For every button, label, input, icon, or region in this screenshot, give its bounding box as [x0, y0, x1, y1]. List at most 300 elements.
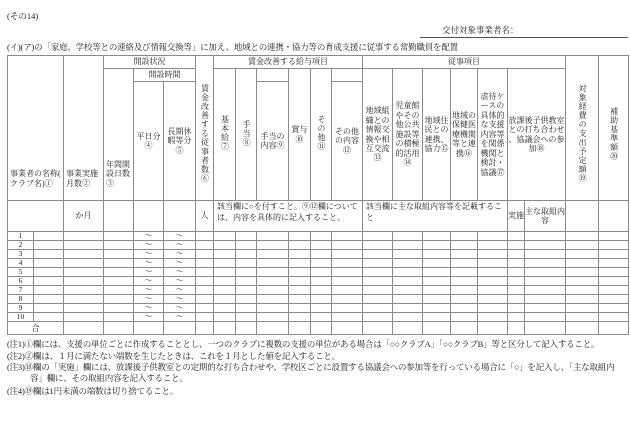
empty-cell — [423, 241, 451, 250]
empty-cell — [311, 259, 332, 268]
empty-cell — [64, 241, 104, 250]
empty-cell — [525, 268, 566, 277]
table-row — [8, 277, 629, 286]
empty-cell — [478, 286, 508, 295]
empty-cell — [566, 268, 599, 277]
col-header-other — [311, 69, 332, 201]
empty-cell — [363, 322, 393, 335]
empty-cell — [257, 241, 289, 250]
empty-cell — [104, 295, 134, 304]
footnote-2-label: (注2) — [7, 350, 25, 361]
empty-cell — [196, 304, 214, 313]
col-header-planned-expenditure — [566, 56, 599, 201]
empty-cell — [423, 250, 451, 259]
empty-cell — [393, 286, 423, 295]
footnote-1 — [7, 339, 625, 350]
empty-cell — [525, 277, 566, 286]
empty-cell — [566, 241, 599, 250]
empty-cell — [478, 232, 508, 241]
empty-cell — [34, 313, 64, 322]
empty-cell — [363, 268, 393, 277]
row-number: 2 — [8, 241, 34, 250]
empty-cell — [196, 268, 214, 277]
empty-cell — [311, 268, 332, 277]
empty-cell — [363, 286, 393, 295]
empty-cell — [478, 322, 508, 335]
form-description: (イ)(ア)の「家庭、学校等との連絡及び情報交換等」に加え、地域との連携・協力等の育成支援に従事する常勤職員を配置 — [7, 42, 458, 52]
empty-cell — [566, 277, 599, 286]
empty-cell — [104, 232, 134, 241]
empty-cell — [196, 322, 214, 335]
empty-cell — [332, 250, 363, 259]
empty-cell — [599, 259, 629, 268]
empty-cell — [257, 295, 289, 304]
empty-cell — [104, 322, 134, 335]
empty-cell — [363, 241, 393, 250]
empty-cell — [451, 259, 478, 268]
group-header-engagement-items: 従事項目 — [363, 56, 566, 69]
empty-cell — [393, 295, 423, 304]
subsidy-standard-vertical-text: 補助基準額⑳ — [609, 106, 619, 161]
form-number: (その14) — [7, 11, 39, 21]
empty-cell — [363, 277, 393, 286]
empty-cell — [393, 259, 423, 268]
empty-cell — [599, 241, 629, 250]
unit-persons: 人 — [196, 201, 214, 232]
footnote-4-label: (注4) — [7, 386, 25, 397]
row-number: 8 — [8, 295, 34, 304]
empty-cell — [289, 313, 311, 322]
staff-allocation-table — [7, 55, 629, 335]
empty-cell — [104, 259, 134, 268]
footnote-4 — [7, 386, 625, 397]
col-header-other-detail: その他の内容⑫ — [332, 82, 363, 201]
empty-cell — [236, 313, 257, 322]
empty-cell — [214, 232, 236, 241]
time-range-holiday: ～ — [164, 295, 196, 304]
col-header-implementation-months: 事業実施月数② — [64, 56, 104, 201]
sub-header-main-content: 主な取組内容 — [525, 201, 566, 232]
row-number: 10 — [8, 313, 34, 322]
empty-cell — [423, 304, 451, 313]
empty-cell — [451, 268, 478, 277]
col-header-weekdays: 平日分④ — [134, 82, 164, 201]
empty-cell — [599, 268, 629, 277]
empty-cell — [34, 286, 64, 295]
empty-cell — [214, 277, 236, 286]
empty-cell — [525, 322, 566, 335]
row-number: 5 — [8, 268, 34, 277]
footnote-2-text: ②欄は、１月に満たない端数を生じたときは、これを１月とした値を記入すること。 — [24, 350, 341, 361]
empty-cell — [566, 286, 599, 295]
time-range-weekday: ～ — [134, 277, 164, 286]
empty-cell — [214, 286, 236, 295]
empty-cell — [257, 313, 289, 322]
empty-cell — [104, 201, 134, 232]
empty-cell — [311, 241, 332, 250]
empty-cell — [508, 232, 525, 241]
sub-header-implement: 実施 — [508, 201, 525, 232]
col-header-afterschool-classroom: 放課後子供教室との打ち合わせ、協議会への参加⑱ — [508, 69, 566, 201]
empty-cell — [236, 322, 257, 335]
empty-cell — [257, 259, 289, 268]
empty-cell — [332, 277, 363, 286]
footnote-3-text: ⑱欄の「実施」欄には、放課後子供教室との定期的な打ち合わせや、学校区ごとに設置する協議会への参加等を行っている場合に「○」を記入し、「主な取組内容」欄に、その取組内容を記入すること。 — [24, 362, 615, 383]
empty-cell — [289, 232, 311, 241]
empty-cell — [508, 259, 525, 268]
empty-cell — [393, 313, 423, 322]
empty-cell — [451, 286, 478, 295]
time-range-holiday: ～ — [164, 241, 196, 250]
empty-cell — [566, 250, 599, 259]
empty-cell — [393, 250, 423, 259]
empty-cell — [451, 304, 478, 313]
empty-cell — [566, 304, 599, 313]
empty-cell — [599, 232, 629, 241]
empty-cell — [332, 232, 363, 241]
empty-cell — [566, 313, 599, 322]
empty-cell — [508, 313, 525, 322]
empty-cell — [332, 241, 363, 250]
row-number: 6 — [8, 277, 34, 286]
empty-cell — [525, 286, 566, 295]
empty-cell — [64, 277, 104, 286]
col-header-base-pay — [214, 69, 236, 201]
empty-cell — [508, 250, 525, 259]
col-header-long-holidays: 長期休暇等分⑤ — [164, 82, 196, 201]
empty-cell — [196, 277, 214, 286]
col-header-annual-open-days: 年間開設日数③ — [104, 69, 134, 201]
empty-cell — [64, 232, 104, 241]
table-row — [8, 295, 629, 304]
empty-cell — [34, 232, 64, 241]
empty-cell — [525, 295, 566, 304]
recipient-name-field: 交付対象事業者名： — [420, 24, 628, 38]
empty-cell — [311, 313, 332, 322]
empty-cell — [236, 250, 257, 259]
empty-cell — [478, 313, 508, 322]
empty-cell — [214, 313, 236, 322]
empty-cell — [257, 250, 289, 259]
empty-cell — [311, 277, 332, 286]
empty-cell — [257, 286, 289, 295]
empty-cell — [64, 259, 104, 268]
col-header-facility-use: 児童館やその他公共施設等の積極的活用⑭ — [393, 69, 423, 201]
row-number: 7 — [8, 286, 34, 295]
total-row — [8, 322, 629, 335]
empty-cell — [289, 286, 311, 295]
other-vertical-text: その他⑪ — [317, 115, 327, 152]
empty-cell — [566, 232, 599, 241]
empty-cell — [196, 259, 214, 268]
empty-cell — [599, 201, 629, 232]
unit-months: か月 — [64, 201, 104, 232]
time-range-holiday: ～ — [164, 259, 196, 268]
table-row — [8, 304, 629, 313]
empty-cell — [134, 201, 164, 232]
spacer-above-allowance-detail — [257, 69, 289, 82]
empty-cell — [363, 295, 393, 304]
empty-cell — [332, 304, 363, 313]
col-header-medical-liaison: 地域の保健医療機関等と連携⑯ — [451, 69, 478, 201]
empty-cell — [196, 295, 214, 304]
empty-cell — [104, 250, 134, 259]
empty-cell — [236, 277, 257, 286]
allowance-vertical-text: 手当⑧ — [242, 119, 252, 147]
empty-cell — [289, 277, 311, 286]
empty-cell — [311, 322, 332, 335]
empty-cell — [566, 322, 599, 335]
empty-cell — [423, 295, 451, 304]
empty-cell — [214, 268, 236, 277]
time-range-weekday: ～ — [134, 295, 164, 304]
empty-cell — [393, 277, 423, 286]
empty-cell — [508, 277, 525, 286]
empty-cell — [525, 250, 566, 259]
time-range-weekday: ～ — [134, 259, 164, 268]
empty-cell — [34, 250, 64, 259]
empty-cell — [257, 322, 289, 335]
empty-cell — [393, 232, 423, 241]
empty-cell — [332, 286, 363, 295]
empty-cell — [599, 295, 629, 304]
empty-cell — [525, 241, 566, 250]
empty-cell — [236, 268, 257, 277]
table-row — [8, 259, 629, 268]
empty-cell — [451, 277, 478, 286]
footnotes — [7, 339, 625, 397]
empty-cell — [363, 313, 393, 322]
empty-cell — [525, 232, 566, 241]
empty-cell — [236, 286, 257, 295]
empty-cell — [363, 259, 393, 268]
empty-cell — [311, 250, 332, 259]
empty-cell — [64, 304, 104, 313]
empty-cell — [257, 277, 289, 286]
empty-cell — [164, 322, 196, 335]
empty-cell — [332, 313, 363, 322]
empty-cell — [34, 268, 64, 277]
time-range-holiday: ～ — [164, 232, 196, 241]
col-header-abuse-case-consultation: 虐待ケースの具体的な支援内容等を関係機関と検討・協議⑰ — [478, 69, 508, 201]
col-header-bonus: 賞与⑩ — [289, 69, 311, 201]
empty-cell — [423, 259, 451, 268]
table-row — [8, 232, 629, 241]
table-row — [8, 268, 629, 277]
empty-cell — [508, 322, 525, 335]
time-range-weekday: ～ — [134, 241, 164, 250]
total-row-label: 合 — [8, 322, 64, 335]
empty-cell — [393, 241, 423, 250]
empty-cell — [508, 295, 525, 304]
empty-cell — [257, 268, 289, 277]
empty-cell — [508, 241, 525, 250]
empty-cell — [34, 259, 64, 268]
empty-cell — [451, 295, 478, 304]
col-header-community-exchange: 地域組織との情報交換や相互交流⑬ — [363, 69, 393, 201]
empty-cell — [214, 295, 236, 304]
empty-cell — [34, 295, 64, 304]
empty-cell — [423, 322, 451, 335]
empty-cell — [214, 250, 236, 259]
empty-cell — [236, 241, 257, 250]
time-range-holiday: ～ — [164, 268, 196, 277]
group-header-opening-status: 開設状況 — [104, 56, 196, 69]
empty-cell — [196, 241, 214, 250]
time-range-weekday: ～ — [134, 232, 164, 241]
empty-cell — [104, 277, 134, 286]
empty-cell — [423, 286, 451, 295]
empty-cell — [8, 201, 64, 232]
empty-cell — [566, 259, 599, 268]
empty-cell — [196, 313, 214, 322]
empty-cell — [236, 259, 257, 268]
empty-cell — [311, 286, 332, 295]
empty-cell — [393, 304, 423, 313]
empty-cell — [134, 322, 164, 335]
row-number: 4 — [8, 259, 34, 268]
group-header-opening-hours: 開設時間 — [134, 69, 196, 82]
time-range-holiday: ～ — [164, 286, 196, 295]
empty-cell — [599, 277, 629, 286]
empty-cell — [566, 295, 599, 304]
empty-cell — [599, 322, 629, 335]
table-row — [8, 286, 629, 295]
table-row — [8, 250, 629, 259]
spacer-above-other-detail — [332, 69, 363, 82]
empty-cell — [214, 259, 236, 268]
empty-cell — [332, 295, 363, 304]
empty-cell — [478, 250, 508, 259]
time-range-weekday: ～ — [134, 268, 164, 277]
empty-cell — [214, 304, 236, 313]
col-header-allowance — [236, 69, 257, 201]
col-header-resident-cooperation: 地域住民との連携、協力⑮ — [423, 69, 451, 201]
empty-cell — [423, 232, 451, 241]
base-pay-vertical-text: 基本給⑦ — [220, 115, 230, 152]
row-number: 1 — [8, 232, 34, 241]
empty-cell — [289, 250, 311, 259]
empty-cell — [214, 241, 236, 250]
empty-cell — [478, 295, 508, 304]
empty-cell — [525, 304, 566, 313]
empty-cell — [451, 250, 478, 259]
time-range-weekday: ～ — [134, 313, 164, 322]
empty-cell — [478, 259, 508, 268]
empty-cell — [64, 286, 104, 295]
empty-cell — [363, 304, 393, 313]
instruction-engagement-items: 該当欄に主な取組内容等を記載すること — [363, 201, 508, 232]
empty-cell — [257, 304, 289, 313]
time-range-weekday: ～ — [134, 250, 164, 259]
empty-cell — [311, 295, 332, 304]
empty-cell — [196, 286, 214, 295]
empty-cell — [599, 286, 629, 295]
table-row — [8, 313, 629, 322]
empty-cell — [423, 268, 451, 277]
empty-cell — [599, 304, 629, 313]
empty-cell — [236, 232, 257, 241]
empty-cell — [332, 259, 363, 268]
empty-cell — [236, 304, 257, 313]
empty-cell — [393, 322, 423, 335]
empty-cell — [423, 313, 451, 322]
empty-cell — [599, 313, 629, 322]
footnote-3 — [7, 362, 625, 383]
empty-cell — [289, 241, 311, 250]
footnote-1-text: ①欄には、支援の単位ごとに作成することとし、一つのクラブに複数の支援の単位がある場合は「○○クラブA」「○○クラブB」等と区分して記入すること。 — [24, 339, 600, 349]
empty-cell — [423, 277, 451, 286]
empty-cell — [164, 201, 196, 232]
empty-cell — [64, 322, 104, 335]
empty-cell — [508, 268, 525, 277]
time-range-weekday: ～ — [134, 304, 164, 313]
col-header-business-name: 事業者の名称(クラブ名)① — [8, 56, 64, 201]
empty-cell — [332, 268, 363, 277]
empty-cell — [64, 250, 104, 259]
empty-cell — [104, 304, 134, 313]
empty-cell — [363, 250, 393, 259]
table-row — [8, 241, 629, 250]
empty-cell — [478, 268, 508, 277]
empty-cell — [64, 295, 104, 304]
instruction-wage-items: 該当欄に○を付すこと。⑨⑫欄については、内容を具体的に記入すること。 — [214, 201, 363, 232]
col-header-subsidy-standard — [599, 56, 629, 201]
empty-cell — [599, 250, 629, 259]
empty-cell — [104, 286, 134, 295]
empty-cell — [104, 268, 134, 277]
empty-cell — [478, 241, 508, 250]
time-range-holiday: ～ — [164, 304, 196, 313]
empty-cell — [478, 277, 508, 286]
empty-cell — [451, 322, 478, 335]
empty-cell — [508, 286, 525, 295]
empty-cell — [289, 295, 311, 304]
planned-expenditure-vertical-text: 対象経費の支出予定額⑲ — [578, 84, 588, 184]
empty-cell — [363, 232, 393, 241]
time-range-holiday: ～ — [164, 277, 196, 286]
empty-cell — [451, 313, 478, 322]
empty-cell — [525, 259, 566, 268]
empty-cell — [451, 232, 478, 241]
empty-cell — [64, 268, 104, 277]
empty-cell — [311, 232, 332, 241]
empty-cell — [64, 313, 104, 322]
empty-cell — [289, 304, 311, 313]
empty-cell — [332, 322, 363, 335]
empty-cell — [478, 304, 508, 313]
footnote-4-text: ⑲欄は1円未満の端数は切り捨てること。 — [24, 386, 179, 397]
empty-cell — [34, 304, 64, 313]
time-range-weekday: ～ — [134, 286, 164, 295]
improved-workers-vertical-text: 賃金改善する従事者数⑥ — [200, 84, 210, 184]
empty-cell — [214, 322, 236, 335]
empty-cell — [104, 313, 134, 322]
empty-cell — [289, 259, 311, 268]
empty-cell — [196, 250, 214, 259]
empty-cell — [34, 277, 64, 286]
row-number: 3 — [8, 250, 34, 259]
time-range-holiday: ～ — [164, 250, 196, 259]
group-header-wage-items: 賃金改善する給与項目 — [214, 56, 363, 69]
empty-cell — [236, 295, 257, 304]
footnote-3-label: (注3) — [7, 362, 25, 373]
empty-cell — [289, 322, 311, 335]
col-header-allowance-detail: 手当の内容⑨ — [257, 82, 289, 201]
empty-cell — [525, 313, 566, 322]
empty-cell — [451, 241, 478, 250]
empty-cell — [34, 241, 64, 250]
